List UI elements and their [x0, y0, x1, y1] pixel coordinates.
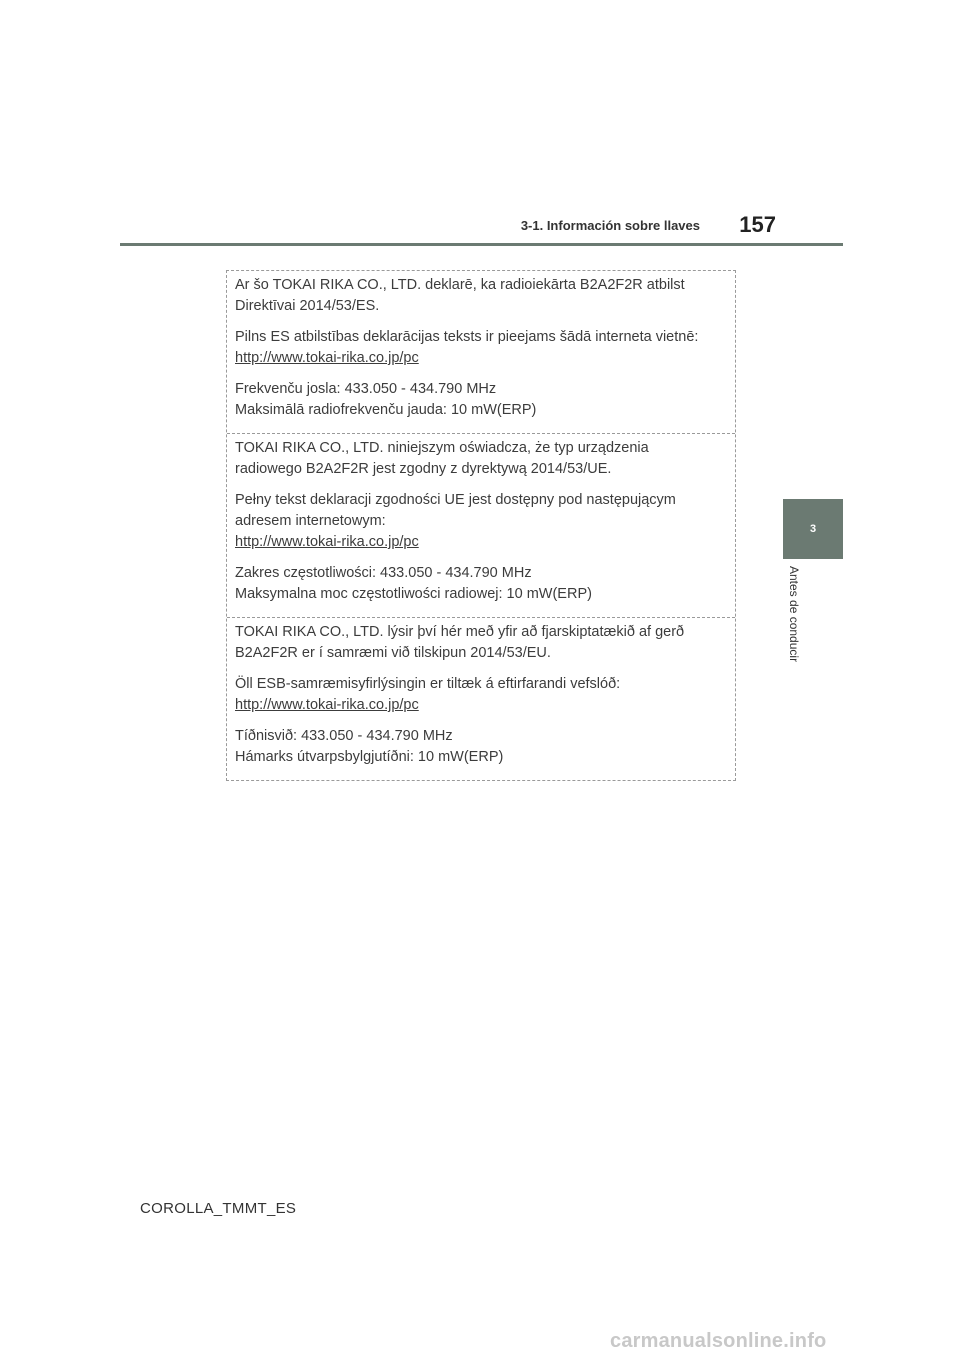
chapter-tab: 3 — [783, 499, 843, 559]
declaration-statement: TOKAI RIKA CO., LTD. lýsir því hér með yfir að fjarskiptatækið af gerð B2A2F2R er í samræmi við tilskipun 2014/53/EU. — [235, 624, 685, 661]
declaration-link[interactable]: http://www.tokai-rika.co.jp/pc — [235, 350, 419, 366]
page-number: 157 — [739, 212, 776, 237]
declaration-section-latvian — [227, 271, 735, 433]
section-title: 3-1. Información sobre llaves — [520, 218, 700, 233]
declaration-link[interactable]: http://www.tokai-rika.co.jp/pc — [235, 697, 419, 713]
declaration-availability — [235, 490, 709, 553]
frequency-band: Zakres częstotliwości: 433.050 - 434.790 MHz — [235, 565, 532, 581]
frequency-info — [235, 379, 709, 421]
header-divider — [120, 243, 843, 246]
max-power: Maksimālā radiofrekvenču jauda: 10 mW(ERP) — [235, 402, 537, 418]
declaration-section-polish — [227, 433, 735, 617]
availability-text: Pełny tekst deklaracji zgodności UE jest dostępny pod następującym adresem internetowym: — [235, 492, 676, 529]
watermark: carmanualsonline.info — [610, 1330, 827, 1352]
frequency-info — [235, 563, 709, 605]
max-power: Hámarks útvarpsbylgjutíðni: 10 mW(ERP) — [235, 749, 504, 765]
declaration-statement: Ar šo TOKAI RIKA CO., LTD. deklarē, ka radioiekārta B2A2F2R atbilst Direktīvai 2014/53/ES. — [235, 277, 685, 314]
declaration-link[interactable]: http://www.tokai-rika.co.jp/pc — [235, 534, 419, 550]
frequency-band: Tíðnisvið: 433.050 - 434.790 MHz — [235, 728, 453, 744]
declaration-section-icelandic — [227, 617, 735, 780]
frequency-info — [235, 726, 709, 768]
declaration-box — [226, 270, 736, 781]
model-code: COROLLA_TMMT_ES — [140, 1200, 297, 1217]
max-power: Maksymalna moc częstotliwości radiowej: 10 mW(ERP) — [235, 586, 592, 602]
availability-text: Öll ESB-samræmisyfirlýsingin er tiltæk á eftirfarandi vefslóð: — [235, 676, 621, 692]
declaration-availability — [235, 674, 709, 716]
chapter-side-label — [783, 566, 807, 686]
chapter-label-text: Antes de conducir — [787, 566, 801, 663]
availability-text: Pilns ES atbilstības deklarācijas teksts ir pieejams šādā interneta vietnē: — [235, 329, 699, 345]
frequency-band: Frekvenču josla: 433.050 - 434.790 MHz — [235, 381, 497, 397]
declaration-availability — [235, 327, 709, 369]
declaration-statement: TOKAI RIKA CO., LTD. niniejszym oświadcza, że typ urządzenia radiowego B2A2F2R jest zgodny z dyrektywą 2014/53/UE. — [235, 440, 649, 477]
